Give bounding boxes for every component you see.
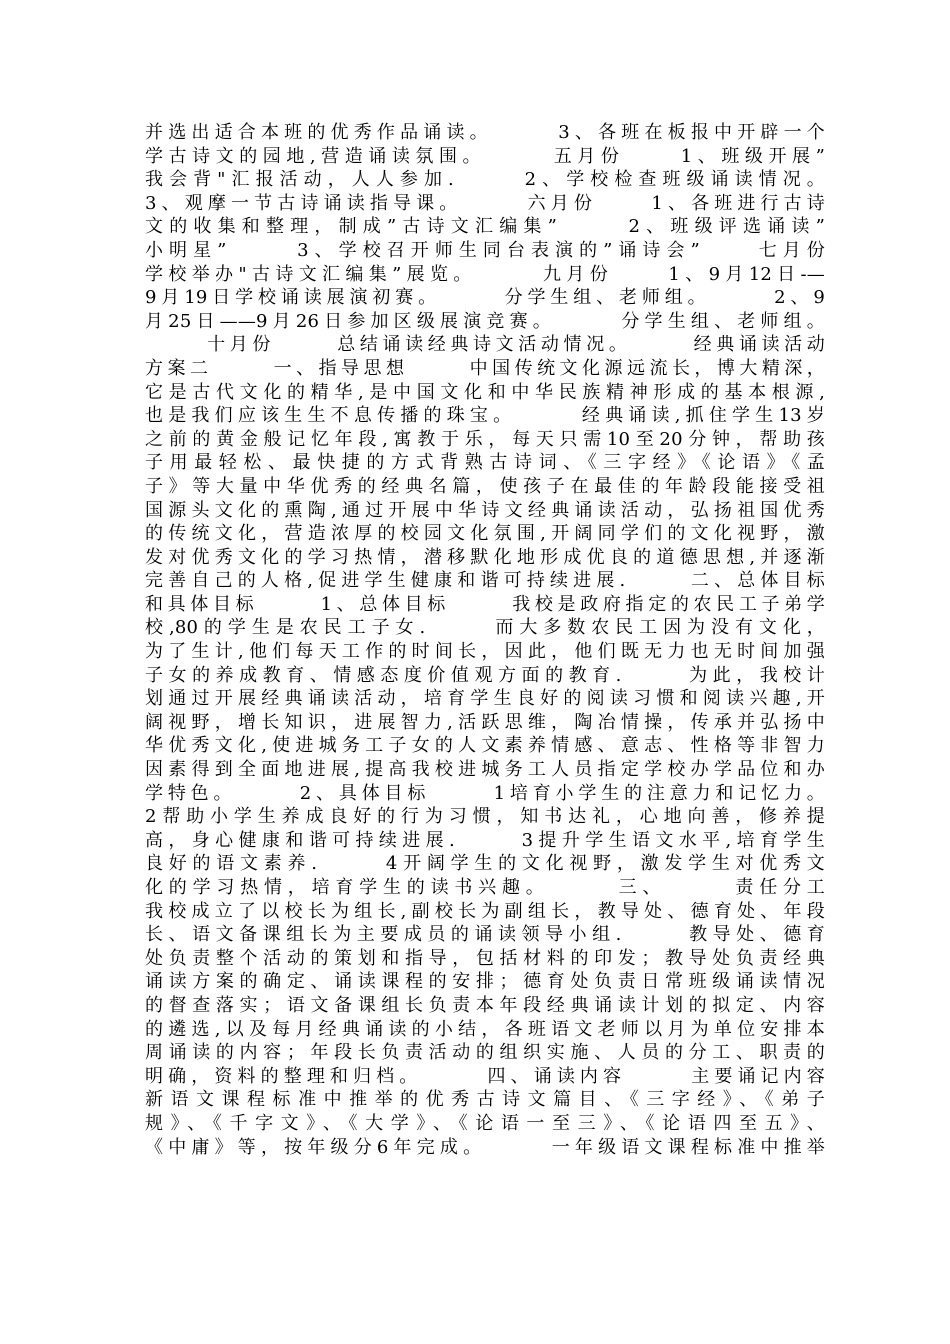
text-line: 化的学习热情，培育学生的读书兴趣。 三、 责任分工 [145,877,825,898]
text-line: 文的收集和整理，制成”古诗文汇编集” 2、班级评选诵读” [145,216,825,238]
text-line: 为了生计,他们每天工作的时间长，因此，他们既无力也无时间加强 [145,641,825,663]
text-line: 月25日——9月26日参加区级展演竞赛。 分学生组、老师组。 [145,310,825,332]
text-line: 规》、《千字文》、《大学》、《论语一至三》、《论语四至五》、 [145,1112,825,1134]
text-line: 子用最轻松、最快捷的方式背熟古诗词、《三字经》《论语》《孟 [145,452,825,474]
text-line: 因素得到全面地进展,提高我校进城务工人员指定学校办学品位和办 [145,759,825,781]
text-line: 之前的黄金般记忆年段,寓教于乐，每天只需10至20分钟，帮助孩 [145,428,825,450]
text-line: 完善自己的人格,促进学生健康和谐可持续进展. 二、总体目标 [145,570,825,592]
text-line: 小明星” 3、学校召开师生同台表演的”诵诗会” 七月份 [145,239,825,261]
text-line: 国源头文化的熏陶,通过开展中华诗文经典诵读活动，弘扬祖国优秀 [145,499,825,521]
document-body [145,121,825,1159]
text-line: 的遴选,以及每月经典诵读的小结，各班语文老师以月为单位安排本 [145,1018,825,1040]
text-line: 子》等大量中华优秀的经典名篇，使孩子在最佳的年龄段能接受祖 [145,475,825,497]
text-line: 和具体目标 1、总体目标 我校是政府指定的农民工子弟学 [145,593,825,615]
text-line: 《中庸》等，按年级分6年完成。 一年级语文课程标准中推举 [145,1136,825,1158]
text-line: 周诵读的内容；年段长负责活动的组织实施、人员的分工、职责的 [145,1042,825,1064]
text-line: 划通过开展经典诵读活动，培育学生良好的阅读习惯和阅读兴趣,开 [145,688,825,710]
text-line: 发对优秀文化的学习热情，潜移默化地形成优良的道德思想,并逐渐 [145,546,825,568]
text-line: 华优秀文化,使进城务工子女的人文素养情感、意志、性格等非智力 [145,735,825,757]
text-line: 也是我们应该生生不息传播的珠宝。 经典诵读,抓住学生13岁 [145,405,825,427]
text-line: 学古诗文的园地,营造诵读氛围。 五月份 1、班级开展” [145,145,825,167]
text-line: 高，身心健康和谐可持续进展. 3提升学生语文水平,培育学生 [145,829,825,851]
text-line: 的督查落实；语文备课组长负责本年段经典诵读计划的拟定、内容 [145,994,825,1016]
text-line: 学校举办"古诗文汇编集”展览。 九月份 1、9月12日-— [145,263,825,285]
text-line: 学特色。 2、具体目标 1培育小学生的注意力和记忆力。 [145,782,825,804]
text-line: 2帮助小学生养成良好的行为习惯，知书达礼，心地向善，修养提 [145,806,825,828]
text-line: 十月份 总结诵读经典诗文活动情况。 经典诵读活动 [145,334,825,356]
text-line: 长、语文备课组长为主要成员的诵读领导小组. 教导处、德育 [145,924,825,946]
text-line: 并选出适合本班的优秀作品诵读。 3、各班在板报中开辟一个 [145,122,825,143]
text-line: 新语文课程标准中推举的优秀古诗文篇目、《三字经》、《弟子 [145,1089,825,1111]
text-line: 3、观摩一节古诗诵读指导课。 六月份 1、各班进行古诗 [145,192,825,214]
text-line: 子女的养成教育、情感态度价值观方面的教育. 为此，我校计 [145,664,825,686]
text-line: 它是古代文化的精华,是中国文化和中华民族精神形成的基本根源, [145,381,825,403]
text-line: 我会背"汇报活动，人人参加. 2、学校检查班级诵读情况。 [145,169,825,191]
text-line: 我校成立了以校长为组长,副校长为副组长，教导处、德育处、年段 [145,900,825,922]
text-line: 处负责整个活动的策划和指导，包括材料的印发；教导处负责经典 [145,947,825,969]
text-line: 诵读方案的确定、诵读课程的安排；德育处负责日常班级诵读情况 [145,971,825,993]
text-line: 9月19日学校诵读展演初赛。 分学生组、老师组。 2、9 [145,287,825,309]
text-line: 方案二 一、指导思想 中国传统文化源远流长，博大精深， [145,357,825,379]
text-line: 明确，资料的整理和归档。 四、诵读内容 主要诵记内容 [145,1065,825,1087]
text-line: 的传统文化，营造浓厚的校园文化氛围,开阔同学们的文化视野，激 [145,523,825,545]
text-line: 良好的语文素养. 4开阔学生的文化视野，激发学生对优秀文 [145,853,825,875]
text-line: 阔视野，增长知识，进展智力,活跃思维，陶冶情操，传承并弘扬中 [145,711,825,733]
text-line: 校,80的学生是农民工子女. 而大多数农民工因为没有文化， [145,617,825,639]
